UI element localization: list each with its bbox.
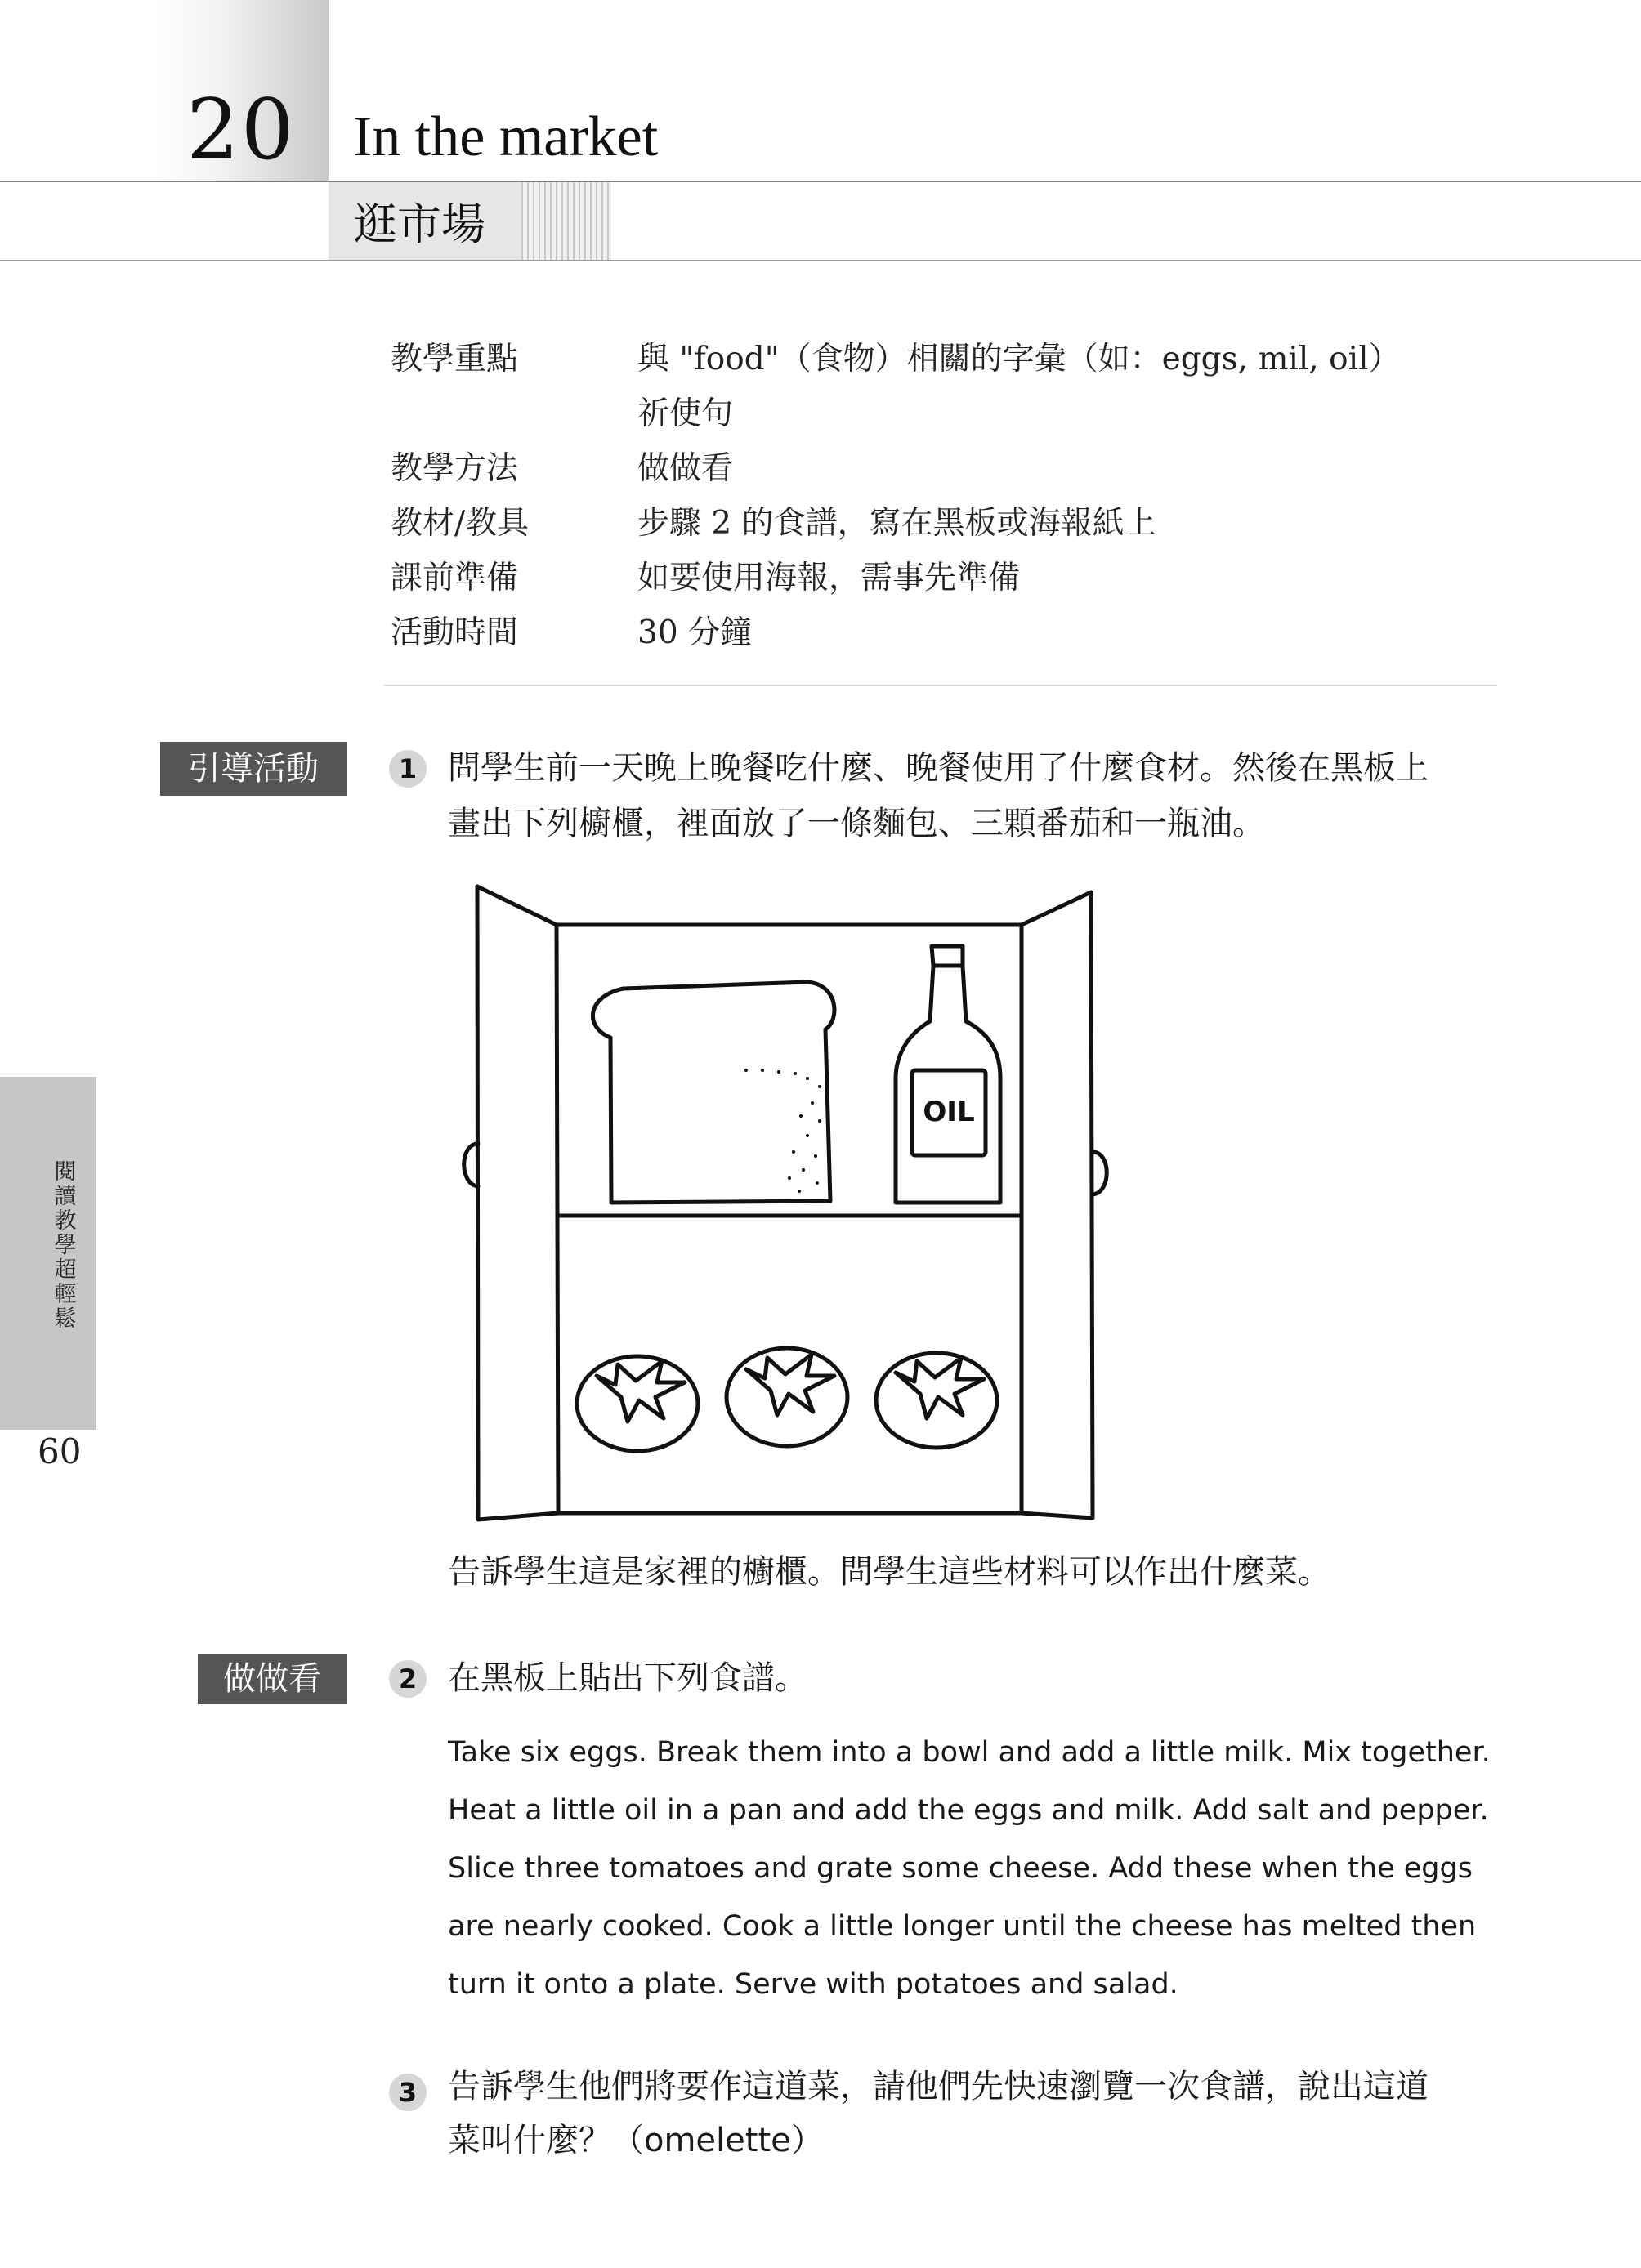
recipe-line: Slice three tomatoes and grate some cheese. Add these when the eggs: [448, 1852, 1473, 1885]
step-2-text: 在黑板上貼出下列食譜。: [448, 1659, 807, 1697]
step-number-3: 3: [389, 2074, 427, 2111]
step-1-line-2: 畫出下列櫥櫃，裡面放了一條麵包、三顆番茄和一瓶油。: [448, 805, 1265, 842]
step-number-2: 2: [389, 1660, 427, 1698]
tomato-icon: [577, 1356, 698, 1451]
subtitle-stripes: [521, 182, 611, 260]
info-value: 祈使句: [637, 395, 734, 432]
chapter-subtitle: 逛市場: [353, 199, 485, 250]
recipe-line: Heat a little oil in a pan and add the eggs and milk. Add salt and pepper.: [448, 1794, 1489, 1827]
cupboard-icon: [448, 874, 1118, 1528]
chapter-number: 20: [186, 82, 296, 179]
side-tab: [0, 1077, 96, 1430]
page-number: 60: [38, 1431, 82, 1471]
step-1-followup: 告訴學生這是家裡的櫥櫃。問學生這些材料可以作出什麼菜。: [448, 1553, 1330, 1591]
section-tag-try-it: 做做看: [198, 1654, 347, 1704]
book-title-vertical: 閱讀教學超輕鬆: [54, 1159, 77, 1332]
cupboard-frame: [557, 925, 1022, 1513]
header-divider: [0, 181, 1641, 182]
step-1-line-1: 問學生前一天晚上晚餐吃什麼、晚餐使用了什麼食材。然後在黑板上: [448, 749, 1429, 787]
info-value: 步驟 2 的食譜，寫在黑板或海報紙上: [637, 505, 1156, 542]
info-value: 與 "food"（食物）相關的字彙（如：eggs, mil, oil）: [637, 341, 1401, 377]
info-divider: [384, 685, 1497, 686]
tomato-icon: [727, 1348, 847, 1446]
info-label: 教學重點: [391, 341, 519, 377]
step-3-line-2: 菜叫什麼？（omelette）: [448, 2122, 824, 2159]
recipe-text: [448, 1724, 1491, 2014]
step-number-1: 1: [389, 750, 427, 788]
info-value: 30 分鐘: [637, 614, 753, 651]
recipe-line: Take six eggs. Break them into a bowl and add a little milk. Mix together.: [448, 1736, 1491, 1769]
bread-icon: [592, 982, 834, 1203]
right-door-handle: [1093, 1152, 1107, 1194]
oil-label: OIL: [923, 1096, 975, 1128]
info-label: 教學方法: [391, 450, 519, 487]
info-label: 教材/教具: [391, 505, 530, 542]
tomato-icon: [876, 1353, 997, 1448]
recipe-line: are nearly cooked. Cook a little longer until the cheese has melted then: [448, 1910, 1477, 1943]
step-3-line-1: 告訴學生他們將要作這道菜，請他們先快速瀏覽一次食譜，說出這道: [448, 2068, 1429, 2105]
section-tag-lead-in: 引導活動: [160, 742, 347, 796]
header-divider-bottom: [0, 260, 1641, 261]
info-value: 做做看: [637, 450, 734, 487]
recipe-line: turn it onto a plate. Serve with potatoes and salad.: [448, 1968, 1178, 2001]
cupboard-right-door: [1022, 892, 1093, 1518]
info-label: 活動時間: [391, 614, 519, 651]
info-label: 課前準備: [391, 560, 519, 596]
cupboard-left-door: [477, 886, 558, 1520]
chapter-title: In the market: [353, 105, 659, 168]
info-value: 如要使用海報，需事先準備: [637, 560, 1021, 596]
oil-bottle-icon: [896, 946, 1000, 1203]
